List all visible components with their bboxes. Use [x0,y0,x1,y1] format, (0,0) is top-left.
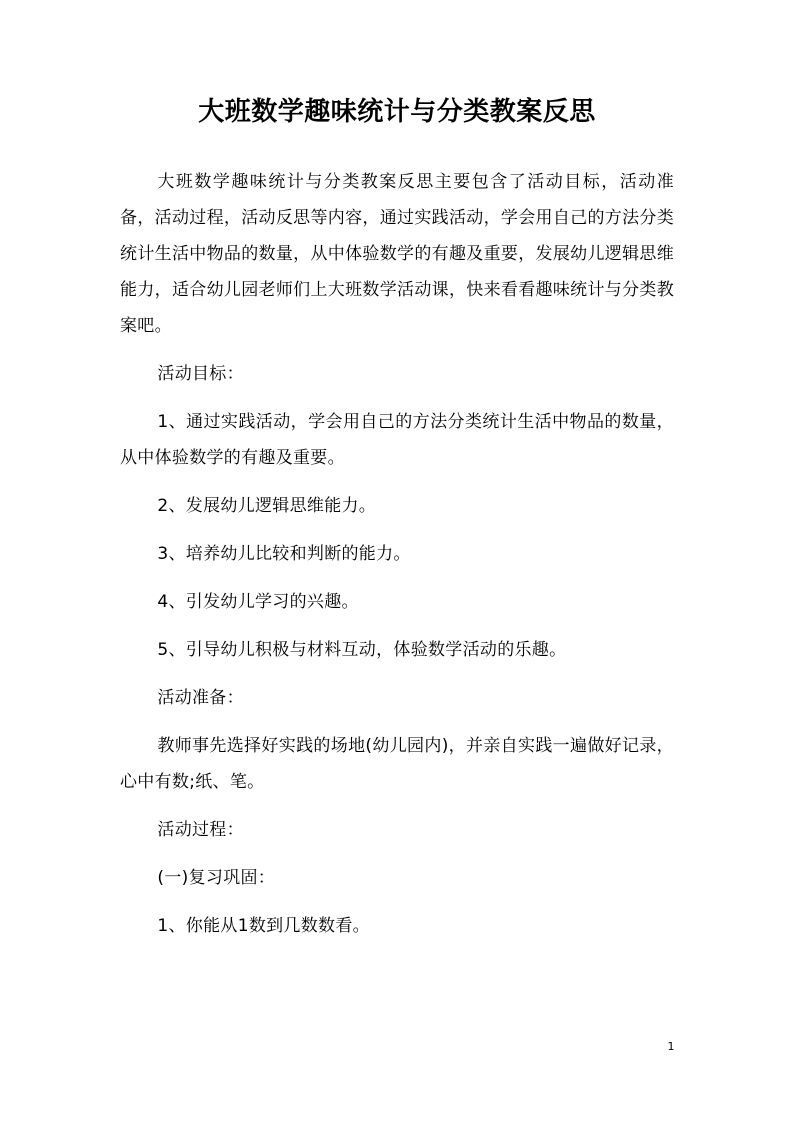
document-title: 大班数学趣味统计与分类教案反思 [198,97,596,127]
goal-item-5: 5、引导幼儿积极与材料互动，体验数学活动的乐趣。 [157,640,567,660]
subsection-heading-review: (一)复习巩固： [157,868,276,888]
goal-item-2: 2、发展幼儿逻辑思维能力。 [157,496,377,516]
section-heading-process: 活动过程： [157,820,244,840]
intro-paragraph: 大班数学趣味统计与分类教案反思主要包含了活动目标，活动准备，活动过程，活动反思等内容，通过实践活动，学会用自己的方法分类统计生活中物品的数量，从中体验数学的有趣及重要，发展幼儿逻辑思维能力，适合幼儿园老师们上大班数学活动课，快来看看趣味统计与分类教案吧。 [120,172,674,336]
section-heading-goals: 活动目标： [157,364,244,384]
section-heading-preparation: 活动准备： [157,688,244,708]
page-number: 1 [667,1040,675,1053]
preparation-paragraph: 教师事先选择好实践的场地(幼儿园内)，并亲自实践一遍做好记录，心中有数;纸、笔。 [120,736,674,792]
process-item-1: 1、你能从1数到几数数看。 [157,916,370,936]
goal-item-4: 4、引发幼儿学习的兴趣。 [157,592,359,612]
goal-item-3: 3、培养幼儿比较和判断的能力。 [157,544,411,564]
document-body [120,164,674,956]
goal-item-1: 1、通过实践活动，学会用自己的方法分类统计生活中物品的数量，从中体验数学的有趣及重要。 [120,412,674,468]
